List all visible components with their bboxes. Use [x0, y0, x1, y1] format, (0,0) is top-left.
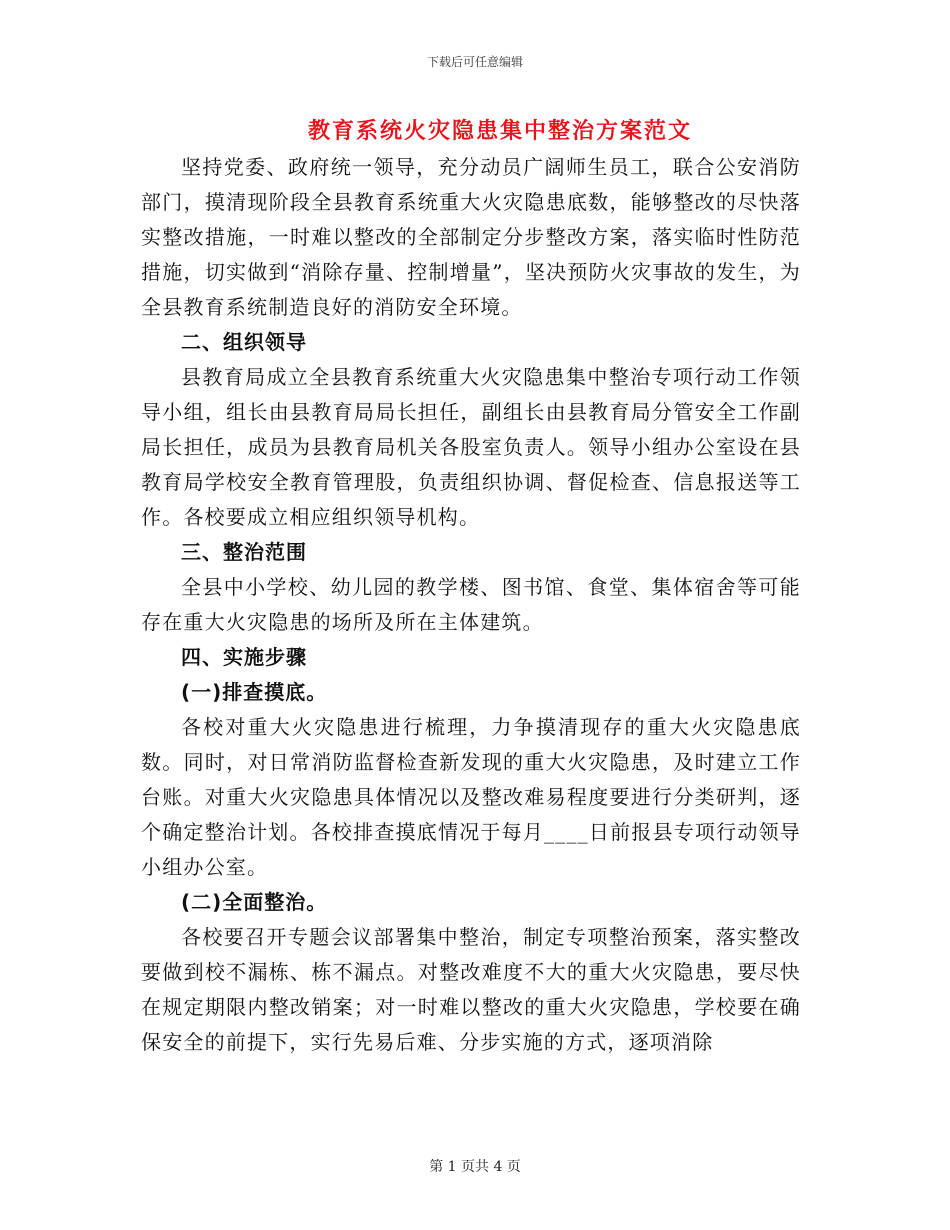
paragraph-rectification: 各校要召开专题会议部署集中整治，制定专项整治预案，落实整改要做到校不漏栋、栋不漏点。对整改难度不大的重大火灾隐患，要尽快在规定期限内整改销案；对一时难以整改的重大火灾隐患，学校要在确保安全的前提下，实行先易后难、分步实施的方式，逐项消除	[141, 925, 801, 1054]
section-heading-steps: 四、实施步骤	[181, 645, 307, 669]
paragraph-intro: 坚持党委、政府统一领导，充分动员广阔师生员工，联合公安消防部门，摸清现阶段全县教育系统重大火灾隐患底数，能够整改的尽快落实整改措施，一时难以整改的全部制定分步整改方案，落实临时性防范措施，切实做到“消除存量、控制增量”，坚决预防火灾事故的发生，为全县教育系统制造良好的消防安全环境。	[141, 155, 801, 319]
paragraph-scope: 全县中小学校、幼儿园的教学楼、图书馆、食堂、集体宿舍等可能存在重大火灾隐患的场所及所在主体建筑。	[141, 575, 801, 634]
page-number-footer: 第 1 页共 4 页	[429, 1159, 521, 1175]
paragraph-organization: 县教育局成立全县教育系统重大火灾隐患集中整治专项行动工作领导小组，组长由县教育局局长担任，副组长由县教育局分管安全工作副局长担任，成员为县教育局机关各股室负责人。领导小组办公室设在县教育局学校安全教育管理股，负责组织协调、督促检查、信息报送等工作。各校要成立相应组织领导机构。	[141, 365, 801, 529]
page-header-note: 下载后可任意编辑	[426, 55, 523, 69]
section-heading-scope: 三、整治范围	[181, 540, 307, 564]
paragraph-survey: 各校对重大火灾隐患进行梳理，力争摸清现存的重大火灾隐患底数。同时，对日常消防监督检查新发现的重大火灾隐患，及时建立工作台账。对重大火灾隐患具体情况以及整改难易程度要进行分类研判，逐个确定整治计划。各校排查摸底情况于每月____日前报县专项行动领导小组办公室。	[141, 715, 801, 879]
subsection-heading-survey: (一)排查摸底。	[181, 680, 328, 704]
document-body	[141, 150, 801, 1060]
document-title: 教育系统火灾隐患集中整治方案范文	[307, 118, 692, 144]
section-heading-organization: 二、组织领导	[181, 330, 307, 354]
subsection-heading-rectification: (二)全面整治。	[181, 890, 328, 914]
